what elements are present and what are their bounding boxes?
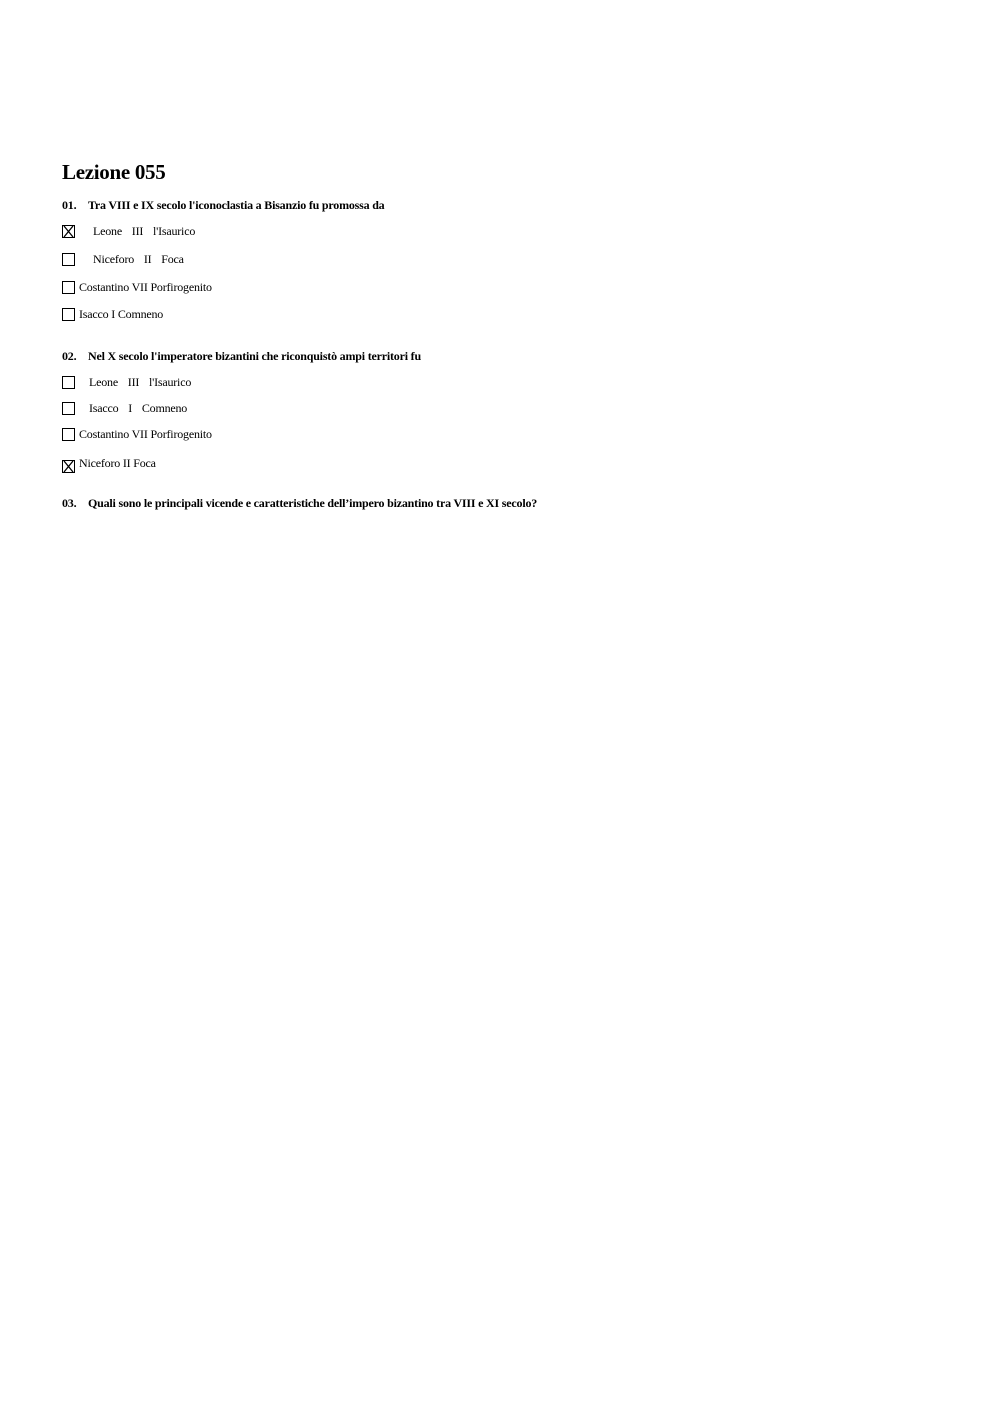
question-text: Nel X secolo l'imperatore bizantini che riconquistò ampi territori fu [88,349,421,363]
x-mark-icon [62,225,75,238]
q1-option-3[interactable] [62,279,212,295]
q1-option-2-checkbox[interactable] [62,253,75,266]
q2-option-3-checkbox[interactable] [62,428,75,441]
q2-option-1-label: Leone III l'Isaurico [89,374,192,389]
question-number: 02. [62,349,77,363]
q2-option-4-checkbox[interactable] [62,460,75,473]
question-02 [62,349,421,364]
q1-option-2-label: Niceforo II Foca [93,251,184,266]
q1-option-4-label: Isacco I Comneno [79,306,164,321]
q2-option-4-label: Niceforo II Foca [79,455,156,470]
q2-option-2-label: Isacco I Comneno [89,400,188,415]
x-mark-icon [62,460,75,473]
q1-option-3-checkbox[interactable] [62,281,75,294]
q2-option-3-label: Costantino VII Porfirogenito [79,426,212,441]
q1-option-4-checkbox[interactable] [62,308,75,321]
q1-option-1[interactable] [62,223,195,239]
q1-option-1-checkbox[interactable] [62,225,75,238]
question-01 [62,198,384,213]
question-03 [62,496,537,511]
question-text: Tra VIII e IX secolo l'iconoclastia a Bisanzio fu promossa da [88,198,385,212]
q2-option-3[interactable] [62,426,212,442]
q2-option-4[interactable] [62,455,156,471]
q1-option-3-label: Costantino VII Porfirogenito [79,279,212,294]
question-number: 03. [62,496,77,510]
q2-option-2[interactable] [62,400,187,416]
q2-option-1-checkbox[interactable] [62,376,75,389]
q1-option-2[interactable] [62,251,184,267]
q1-option-4[interactable] [62,306,163,322]
question-number: 01. [62,198,77,212]
question-text: Quali sono le principali vicende e caratteristiche dell’impero bizantino tra VIII e XI secolo? [88,496,538,510]
q2-option-1[interactable] [62,374,191,390]
q2-option-2-checkbox[interactable] [62,402,75,415]
lesson-title: Lezione 055 [62,160,166,184]
q1-option-1-label: Leone III l'Isaurico [93,223,196,238]
